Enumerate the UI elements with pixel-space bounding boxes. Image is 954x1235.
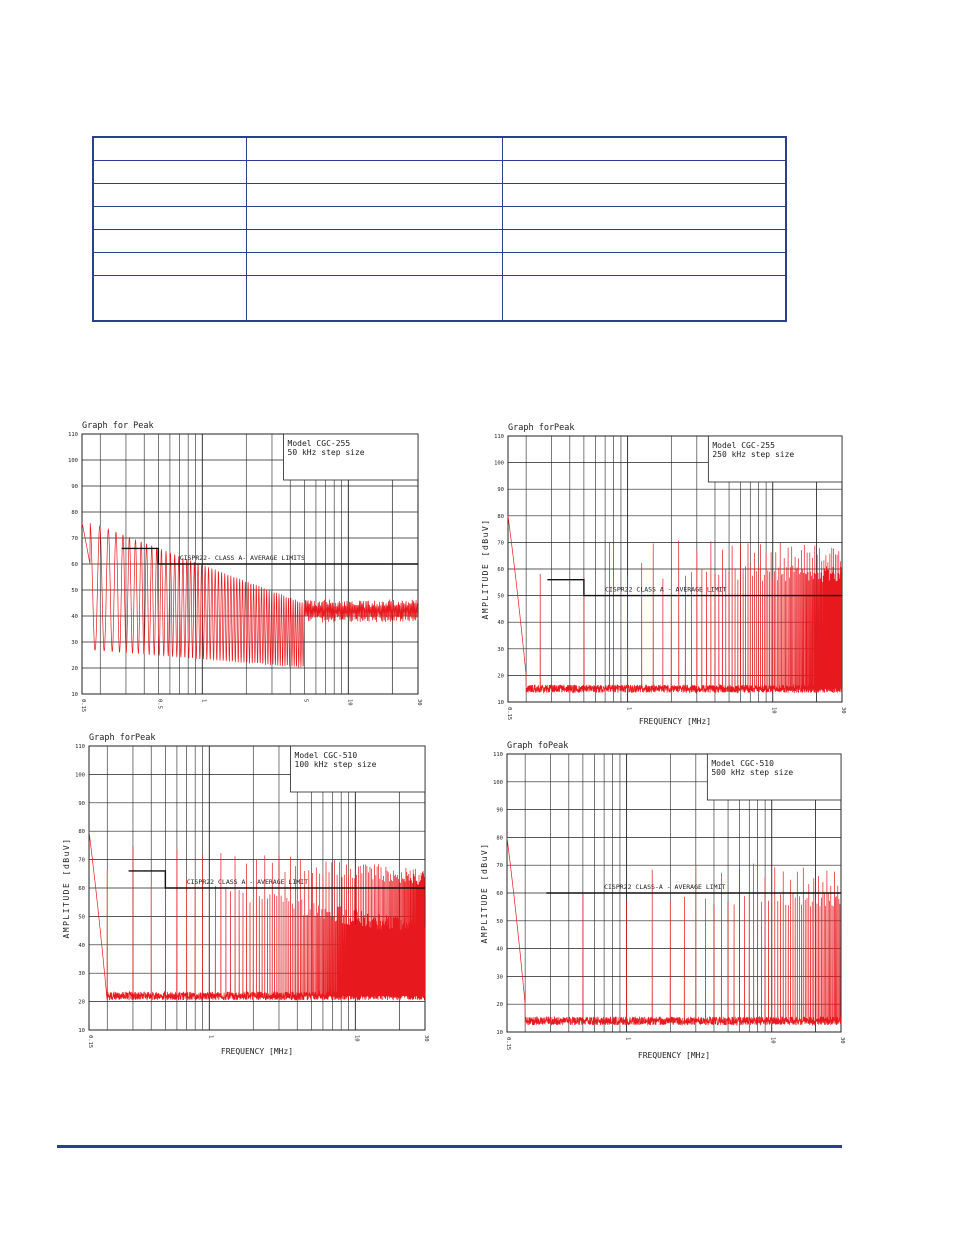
y-tick-label: 90 [78,800,85,807]
table-cell [93,276,247,322]
table-cell [93,184,247,207]
legend-text: Model CGC-510 [711,759,774,768]
y-tick-label: 80 [71,510,78,516]
x-tick-label: 1 [207,1035,214,1039]
y-tick-label: 20 [497,673,504,680]
table-row [93,161,786,184]
table-row [93,253,786,276]
emission-chart-cgc510-500khz [476,736,846,1066]
y-tick-label: 30 [78,971,85,978]
x-tick-label: 1 [625,707,632,711]
table-row [93,230,786,253]
chart-title: Graph forPeak [89,733,156,743]
chart-title: Graph forPeak [508,423,575,433]
y-tick-label: 40 [496,946,503,953]
x-tick-label: 0.15 [80,699,86,713]
y-tick-label: 50 [497,593,504,600]
legend-text: Model CGC-255 [287,439,351,448]
chart-svg [476,736,846,1066]
chart-svg [476,418,846,728]
x-tick-label: 30 [423,1035,429,1042]
limit-label: CISPR22 CLASS A - AVERAGE LIMIT [186,878,309,886]
table-row [93,207,786,230]
y-tick-label: 100 [493,779,503,786]
x-tick-label: 30 [416,699,422,706]
y-tick-label: 90 [496,807,503,814]
y-tick-label: 50 [78,914,85,921]
emission-chart-cgc510-100khz [56,728,429,1058]
x-tick-label: 0.5 [156,699,163,709]
y-tick-label: 80 [497,513,504,520]
table-cell [247,161,503,184]
x-tick-label: 5 [302,699,309,703]
y-axis-label: AMPLITUDE [dBuV] [480,842,489,944]
y-tick-label: 50 [71,588,78,594]
emission-trace [82,522,418,667]
limit-label: CISPR22 CLASS-A - AVERAGE LIMIT [604,883,726,891]
y-tick-label: 10 [497,700,504,706]
chart-title: Graph foPeak [507,741,569,751]
table-cell [503,253,787,276]
y-tick-label: 10 [78,1028,85,1034]
x-tick-label: 30 [840,707,846,714]
footer-rule [57,1145,842,1148]
y-tick-label: 40 [71,614,78,620]
y-tick-label: 10 [71,692,78,698]
chart-svg [56,416,426,716]
y-tick-label: 70 [496,863,503,870]
limit-label: CISPR22 CLASS A - AVERAGE LIMIT [605,585,727,594]
y-tick-label: 30 [497,646,504,653]
legend-text: Model CGC-255 [712,441,775,450]
table-cell [93,253,247,276]
legend-text: 500 kHz step size [711,768,794,777]
y-axis-label: AMPLITUDE [dBuV] [62,837,71,939]
y-tick-label: 80 [78,829,85,836]
y-tick-label: 20 [496,1002,503,1009]
y-tick-label: 110 [494,434,504,440]
x-tick-label: 10 [770,707,777,714]
table-cell [503,276,787,322]
y-tick-label: 100 [68,458,78,464]
y-tick-label: 20 [71,666,78,672]
emission-trace [89,831,425,1000]
y-tick-label: 30 [71,640,78,646]
x-tick-label: 0.15 [87,1035,93,1049]
limit-label: CISPR22- CLASS A- AVERAGE LIMITS [179,554,305,562]
table-cell [247,230,503,253]
y-tick-label: 110 [75,744,85,750]
chart-title: Graph for Peak [82,421,154,431]
table-cell [247,276,503,322]
legend-text: Model CGC-510 [294,751,358,760]
emission-chart-cgc255-250khz [476,418,846,728]
chart-svg [56,728,429,1058]
table-cell [247,137,503,161]
y-tick-label: 10 [496,1030,503,1036]
table-row [93,184,786,207]
x-tick-label: 10 [769,1037,776,1044]
y-tick-label: 40 [78,942,85,949]
x-tick-label: 1 [624,1037,631,1041]
y-tick-label: 40 [497,620,504,627]
table-cell [247,207,503,230]
table-cell [503,207,787,230]
table-row [93,276,786,322]
y-tick-label: 70 [78,857,85,864]
table-row [93,137,786,161]
y-tick-label: 60 [78,886,85,892]
y-tick-label: 80 [496,835,503,842]
legend-text: 250 kHz step size [712,450,795,459]
y-tick-label: 60 [496,891,503,897]
table-cell [247,184,503,207]
x-tick-label: 1 [200,699,207,703]
table-cell [503,184,787,207]
y-tick-label: 90 [497,487,504,494]
y-tick-label: 50 [496,918,503,925]
legend-text: 50 kHz step size [287,448,365,457]
x-tick-label: 0.15 [505,1037,511,1051]
y-tick-label: 90 [71,484,78,490]
spec-table [92,136,787,322]
y-tick-label: 30 [496,974,503,981]
x-axis-label: FREQUENCY [MHz] [638,717,712,726]
table-cell [503,161,787,184]
table-cell [503,137,787,161]
y-tick-label: 100 [75,772,85,779]
x-tick-label: 0.15 [506,707,512,721]
table-cell [93,207,247,230]
y-tick-label: 60 [497,567,504,573]
table-cell [503,230,787,253]
y-tick-label: 100 [494,460,504,467]
y-tick-label: 70 [71,536,78,542]
table-cell [93,137,247,161]
y-tick-label: 70 [497,540,504,547]
x-tick-label: 30 [839,1037,845,1044]
table-cell [93,161,247,184]
y-tick-label: 20 [78,999,85,1006]
y-axis-label: AMPLITUDE [dBuV] [481,518,490,620]
table-cell [247,253,503,276]
y-tick-label: 110 [493,752,503,758]
emission-chart-cgc255-50khz [56,416,426,716]
x-tick-label: 10 [353,1035,360,1042]
x-axis-label: FREQUENCY [MHz] [220,1047,294,1056]
x-tick-label: 10 [346,699,353,706]
y-tick-label: 60 [71,562,78,568]
legend-text: 100 kHz step size [294,760,377,769]
x-axis-label: FREQUENCY [MHz] [637,1051,711,1060]
table-cell [93,230,247,253]
y-tick-label: 110 [68,432,78,438]
